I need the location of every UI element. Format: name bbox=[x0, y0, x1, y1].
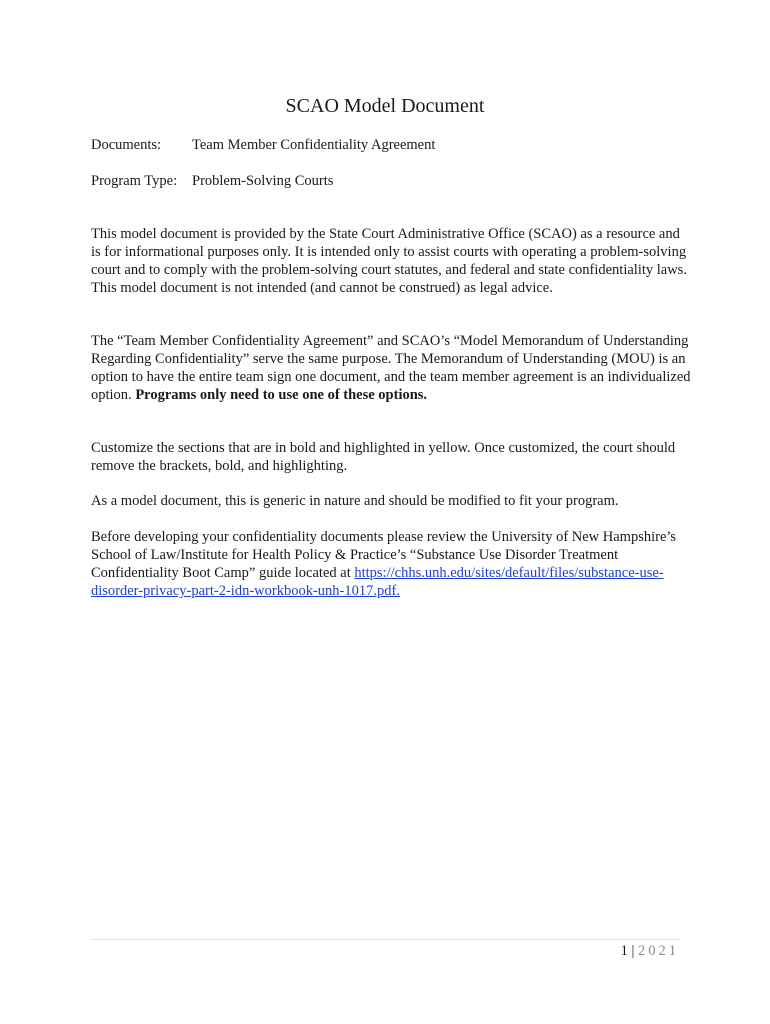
program-type-row bbox=[91, 172, 334, 190]
footer-year: 2021 bbox=[638, 943, 679, 959]
paragraph-disclaimer-text: This model document is provided by the State Court Administrative Office (SCAO) as a resource and is for informational purposes only. It is intended only to assist courts with operating a problem-solving court and to comply with the problem-solving court statutes, and federal and state confidentiality laws. This model document is not intended (and cannot be construed) as legal advice. bbox=[91, 226, 687, 296]
paragraph-mou bbox=[91, 332, 691, 404]
documents-label: Documents: bbox=[91, 137, 162, 153]
footer-separator: | bbox=[631, 943, 635, 959]
paragraph-disclaimer bbox=[91, 225, 691, 297]
program-type-label: Program Type: bbox=[91, 173, 178, 189]
paragraph-mou-text-block bbox=[91, 332, 691, 404]
paragraph-mou-text: The “Team Member Confidentiality Agreement” and SCAO’s “Model Memorandum of Understanding Regarding Confidentiality” serve the same purpose. The Memorandum of Understanding (MOU) is an option to have the entire team sign one document, and the team member agreement is an individualized option. bbox=[91, 333, 691, 403]
paragraph-generic bbox=[91, 492, 691, 510]
paragraph-review-text: Before developing your confidentiality documents please review the University of New Hampshire’s School of Law/Institute for Health Policy & Practice’s “Substance Use Disorder Treatment Confidentiality Boot Camp” guide located at bbox=[91, 529, 677, 581]
guide-link[interactable]: https://chhs.unh.edu/sites/default/files/substance-use-disorder-privacy-part-2-idn-workbook-unh-1017.pdf. bbox=[91, 565, 664, 599]
documents-row bbox=[91, 136, 436, 154]
footer-divider bbox=[91, 939, 680, 940]
program-type-value: Problem-Solving Courts bbox=[192, 173, 334, 189]
paragraph-generic-text: As a model document, this is generic in nature and should be modified to fit your program. bbox=[91, 493, 619, 509]
paragraph-review-text-block bbox=[91, 528, 691, 600]
page-footer bbox=[621, 942, 679, 960]
document-title: SCAO Model Document bbox=[285, 95, 485, 117]
paragraph-review bbox=[91, 528, 691, 600]
paragraph-mou-bold: Programs only need to use one of these options. bbox=[135, 387, 428, 403]
paragraph-customize bbox=[91, 439, 691, 475]
page-number: 1 bbox=[620, 943, 628, 959]
documents-value: Team Member Confidentiality Agreement bbox=[192, 137, 436, 153]
paragraph-customize-text: Customize the sections that are in bold and highlighted in yellow. Once customized, the court should remove the brackets, bold, and highlighting. bbox=[91, 440, 676, 474]
